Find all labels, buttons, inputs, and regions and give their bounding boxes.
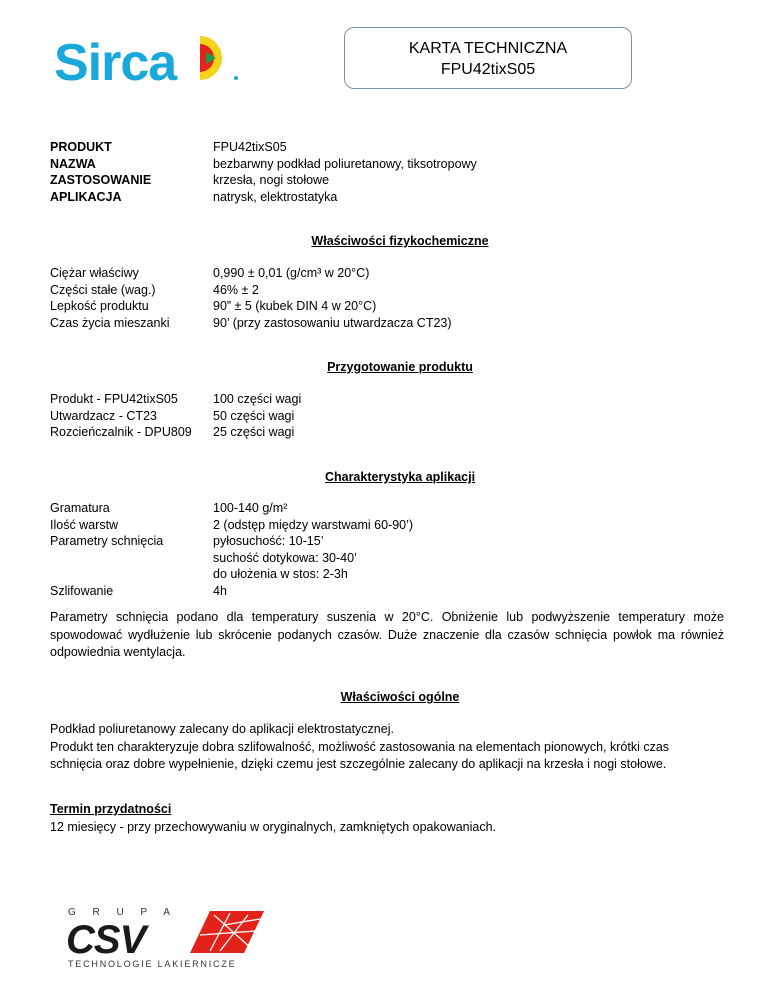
preparation-values (213, 391, 301, 441)
shelf-life-heading: Termin przydatności (50, 802, 172, 816)
label-utwardzacz: Utwardzacz - CT23 (50, 408, 157, 423)
physchem-values (213, 265, 452, 331)
value-czas-zycia: 90’ (przy zastosowaniu utwardzacza CT23) (213, 315, 452, 330)
value-czesci-stale: 46% ± 2 (213, 282, 259, 297)
value-produkt-mix: 100 części wagi (213, 392, 302, 406)
csv-logo-bottom-text: TECHNOLOGIE LAKIERNICZE (68, 959, 237, 969)
value-utwardzacz: 50 części wagi (213, 408, 295, 423)
shelf-life-text: 12 miesięcy - przy przechowywaniu w oryginalnych, zamkniętych opakowaniach. (50, 819, 497, 834)
section-heading-general: Właściwości ogólne (340, 690, 460, 704)
label-ciezar: Ciężar właściwy (50, 266, 139, 280)
label-empty-2 (50, 566, 163, 583)
product-values (213, 139, 477, 205)
svg-text:Sirca: Sirca (54, 34, 177, 88)
label-czesci-stale: Części stałe (wag.) (50, 282, 156, 297)
value-aplikacja: natrysk, elektrostatyka (213, 189, 338, 204)
label-czas-zycia: Czas życia mieszanki (50, 315, 170, 330)
value-ilosc-warstw: 2 (odstęp między warstwami 60-90’) (213, 517, 414, 532)
value-nazwa: bezbarwny podkład poliuretanowy, tiksotropowy (213, 156, 477, 171)
general-line-2: Produkt ten charakteryzuje dobra szlifowalność, możliwość zastosowania na elementach pionowych, krótki czas schnięcia oraz dobre wypełnienie, dzięki czemu jest szczególnie zalecany do aplikacji na krzesła i nogi stołowe. (50, 739, 670, 771)
value-rozcienczalnik: 25 części wagi (213, 425, 295, 439)
document-title: KARTA TECHNICZNA (408, 40, 568, 57)
csv-logo-main-text: CSV (66, 918, 146, 962)
section-heading-physchem: Właściwości fizykochemiczne (311, 234, 489, 248)
shelf-life (50, 801, 724, 836)
label-rozcienczalnik: Rozcieńczalnik - DPU809 (50, 425, 192, 439)
csv-logo-red-mark (190, 911, 264, 953)
value-suchosc-dotykowa: suchość dotykowa: 30-40’ (213, 550, 357, 565)
preparation-labels (50, 391, 192, 441)
section-heading-preparation: Przygotowanie produktu (327, 360, 473, 374)
physchem-labels (50, 265, 169, 331)
label-produkt-mix: Produkt - FPU42tixS05 (50, 392, 178, 406)
product-labels (50, 139, 151, 205)
csv-logo (64, 905, 274, 969)
value-ciezar: 0,990 ± 0,01 (g/cm³ w 20°C) (213, 266, 370, 280)
label-nazwa: NAZWA (50, 156, 96, 171)
drying-note: Parametry schnięcia podano dla temperatury suszenia w 20°C. Obniżenie lub podwyższenie temperatury może spowodować wydłużenie lub skrócenie podanych czasów. Duże znaczenie dla czasów schnięcia powłok ma również odpowiednia wentylacja. (50, 610, 724, 659)
csv-logo-top-text: G R U P A (68, 907, 177, 918)
label-gramatura: Gramatura (50, 501, 110, 515)
label-empty-1 (50, 550, 163, 567)
value-szlifowanie: 4h (213, 583, 227, 598)
value-produkt: FPU42tixS05 (213, 140, 287, 154)
section-heading-application: Charakterystyka aplikacji (324, 470, 476, 484)
label-produkt: PRODUKT (50, 140, 112, 154)
application-values (213, 500, 413, 599)
general-properties (50, 721, 724, 774)
application-labels (50, 500, 163, 599)
product-code-title: FPU42tixS05 (440, 61, 536, 78)
value-stos: do ułożenia w stos: 2-3h (213, 567, 348, 581)
value-gramatura: 100-140 g/m² (213, 501, 288, 515)
value-zastosowanie: krzesła, nogi stołowe (213, 173, 330, 187)
label-szlifowanie: Szlifowanie (50, 583, 114, 598)
label-zastosowanie: ZASTOSOWANIE (50, 173, 152, 187)
value-lepkosc: 90” ± 5 (kubek DIN 4 w 20°C) (213, 299, 377, 313)
title-box (344, 27, 632, 89)
value-pylosuchosc: pyłosuchość: 10-15’ (213, 534, 324, 548)
general-line-1: Podkład poliuretanowy zalecany do aplikacji elektrostatycznej. (50, 722, 394, 736)
sirca-logo (52, 28, 242, 88)
label-parametry-schniecia: Parametry schnięcia (50, 534, 164, 548)
label-ilosc-warstw: Ilość warstw (50, 517, 119, 532)
label-aplikacja: APLIKACJA (50, 189, 122, 204)
label-lepkosc: Lepkość produktu (50, 299, 149, 313)
